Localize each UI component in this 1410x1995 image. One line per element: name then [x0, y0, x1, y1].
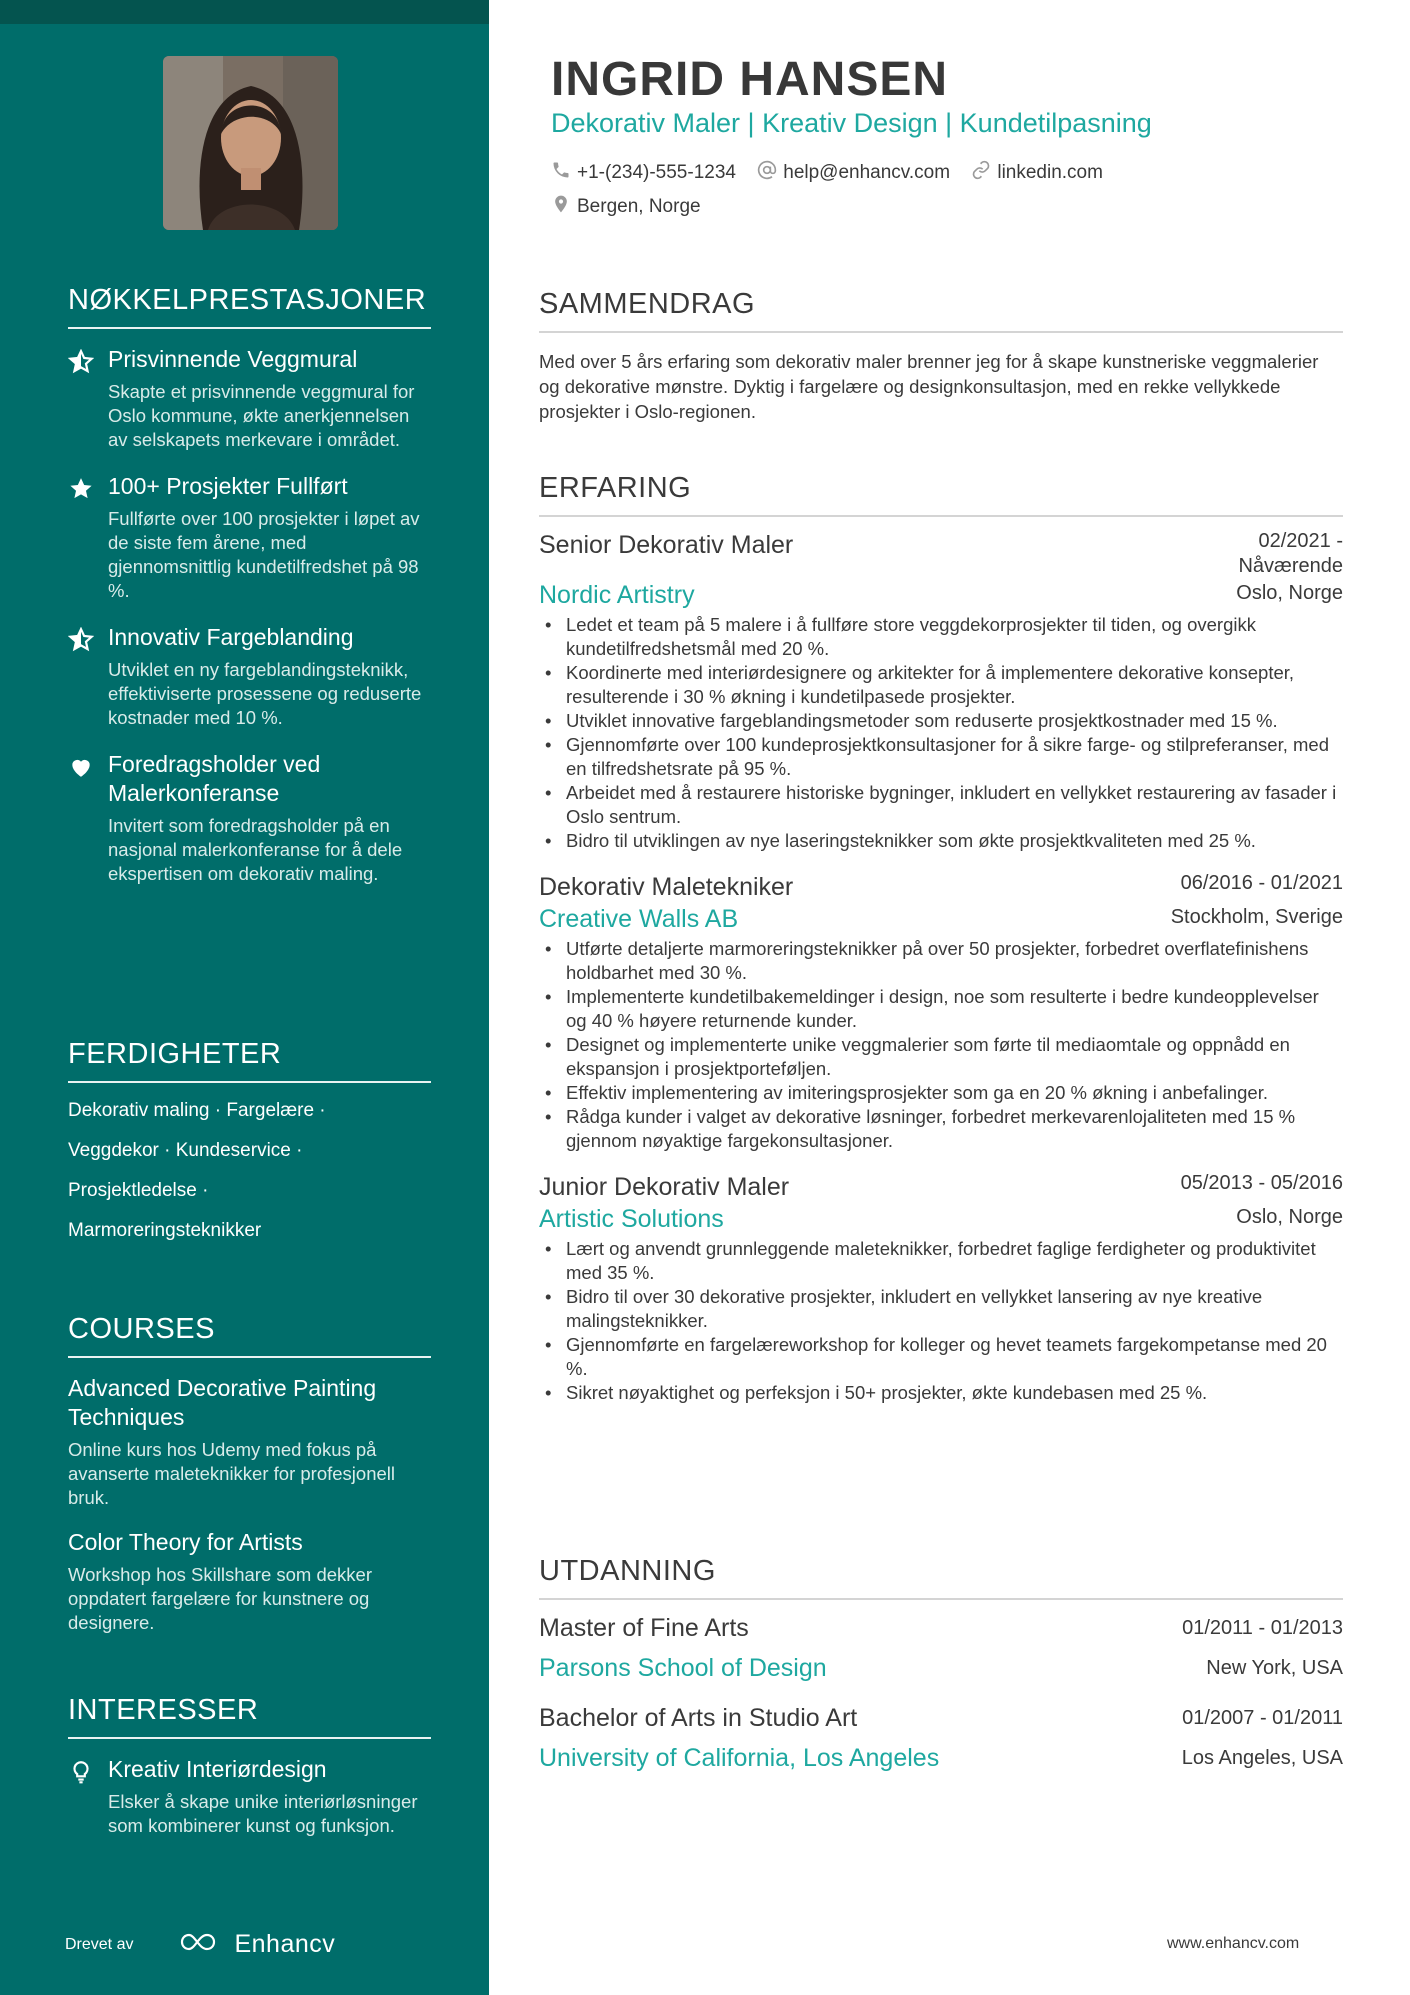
education-entry — [539, 1702, 1343, 1774]
link-icon — [971, 160, 997, 186]
experience-title: ERFARING — [539, 472, 1343, 517]
location-text: Bergen, Norge — [577, 196, 701, 217]
education-section — [539, 1555, 1343, 1774]
education-date: 01/2007 - 01/2011 — [1182, 1706, 1343, 1729]
sidebar-top-bar — [0, 0, 489, 24]
skills-title: FERDIGHETER — [68, 1038, 431, 1083]
job-location: Oslo, Norge — [1236, 582, 1343, 604]
achievement-text: Skapte et prisvinnende veggmural for Oslo kommune, økte anerkjennelsen av selskapets merkevare i området. — [108, 381, 415, 450]
education-location: New York, USA — [1206, 1656, 1343, 1679]
job-bullet: • Koordinerte med interiørdesignere og arkitekter for å implementere dekorative konsepter, resulterende i 30 % økning i kundetilpasede prosjekter. — [539, 661, 1343, 709]
phone-contact[interactable] — [551, 160, 736, 186]
candidate-headline: Dekorativ Maler | Kreativ Design | Kundetilpasning — [551, 108, 1152, 138]
course-title: Color Theory for Artists — [68, 1529, 303, 1555]
achievement-title: Innovativ Fargeblanding — [108, 624, 354, 650]
achievement-text: Fullførte over 100 prosjekter i løpet av de siste fem årene, med gjennomsnittlig kundetilfredshet på 98 %. — [108, 508, 420, 601]
achievement-title: Foredragsholder ved Malerkonferanse — [108, 751, 321, 806]
summary-title: SAMMENDRAG — [539, 288, 1343, 333]
achievement-text: Utviklet en ny fargeblandingsteknikk, effektiviserte prosessene og reduserte kostnader med 10 %. — [108, 659, 422, 728]
job-entry — [539, 871, 1343, 1153]
interest-item — [68, 1755, 431, 1838]
star-icon — [68, 476, 94, 502]
phone-number: +1-(234)-555-1234 — [577, 162, 736, 183]
powered-by-footer — [65, 1930, 335, 1959]
education-title: UTDANNING — [539, 1555, 1343, 1600]
job-location: Stockholm, Sverige — [1170, 906, 1343, 928]
job-bullet: • Rådga kunder i valget av dekorative løsninger, forbedret merkevarenlojaliteten med 15 % gjennom nøyaktige fargekonsultasjoner. — [539, 1105, 1343, 1153]
job-bullet: • Sikret nøyaktighet og perfeksjon i 50+ prosjekter, økte kundebasen med 25 %. — [539, 1381, 1343, 1405]
education-school: University of California, Los Angeles — [539, 1744, 940, 1772]
job-entry — [539, 529, 1343, 853]
interests-section — [68, 1694, 431, 1838]
courses-section — [68, 1313, 431, 1635]
job-bullet: • Gjennomførte over 100 kundeprosjektkonsultasjoner for å sikre farge- og stilpreferanser, med en tilfredshetsrate på 95 %. — [539, 733, 1343, 781]
job-bullet: • Utførte detaljerte marmoreringsteknikker på over 50 prosjekter, forbedret overflatefinishens holdbarhet med 30 %. — [539, 937, 1343, 985]
achievement-item — [68, 472, 431, 603]
job-bullet: • Implementerte kundetilbakemeldinger i design, noe som resulterte i bedre kundeopplevelser og 40 % høyere returnende kunder. — [539, 985, 1343, 1033]
education-degree: Bachelor of Arts in Studio Art — [539, 1704, 858, 1732]
skill-line: Marmoreringsteknikker — [68, 1220, 262, 1241]
skill-line: Prosjektledelse · — [68, 1180, 209, 1201]
achievement-title: Prisvinnende Veggmural — [108, 346, 358, 372]
skills-list — [68, 1099, 431, 1243]
experience-section — [539, 472, 1343, 1405]
sidebar — [0, 0, 489, 1995]
job-title: Senior Dekorativ Maler — [539, 531, 794, 559]
powered-by-label: Drevet av — [65, 1935, 134, 1953]
profile-photo — [163, 56, 338, 230]
interest-text: Elsker å skape unike interiørløsninger som kombinerer kunst og funksjon. — [108, 1791, 418, 1836]
interest-title: Kreativ Interiørdesign — [108, 1756, 327, 1782]
summary-text: Med over 5 års erfaring som dekorativ maler brenner jeg for å skape kunstneriske veggmalerier og dekorative mønstre. Dyktig i fargelære og designkonsultasjon, med en rekke vellykkede prosjekter i Oslo-regionen. — [539, 351, 1319, 422]
job-bullet: • Designet og implementerte unike veggmalerier som førte til mediaomtale og oppnådd en ekspansjon i prosjektporteføljen. — [539, 1033, 1343, 1081]
linkedin-url: linkedin.com — [997, 162, 1103, 183]
job-date: 02/2021 - Nåværende — [1238, 530, 1343, 577]
lightbulb-icon — [68, 1759, 94, 1785]
job-bullet: • Gjennomførte en fargelæreworkshop for kolleger og hevet teamets fargekompetanse med 20 %. — [539, 1333, 1343, 1381]
course-text: Workshop hos Skillshare som dekker oppdatert fargelære for kunstnere og designere. — [68, 1564, 373, 1633]
heart-icon — [68, 754, 94, 780]
email-address: help@enhancv.com — [783, 162, 951, 183]
job-bullets — [539, 937, 1343, 1153]
job-bullets — [539, 1237, 1343, 1405]
contact-info — [551, 160, 1119, 220]
job-company: Nordic Artistry — [539, 581, 695, 609]
achievement-item — [68, 345, 431, 452]
job-entry — [539, 1171, 1343, 1405]
achievements-title: NØKKELPRESTASJONER — [68, 284, 431, 329]
location-contact — [551, 194, 701, 220]
job-bullet: • Bidro til utviklingen av nye laseringsteknikker som økte prosjektkvaliteten med 25 %. — [539, 829, 1343, 853]
interests-title: INTERESSER — [68, 1694, 431, 1739]
candidate-name: INGRID HANSEN — [551, 53, 949, 106]
job-bullet: • Effektiv implementering av imiteringsprosjekter som ga en 20 % økning i anbefalinger. — [539, 1081, 1343, 1105]
linkedin-contact[interactable] — [971, 160, 1103, 186]
achievements-section — [68, 284, 431, 886]
job-bullet: • Arbeidet med å restaurere historiske bygninger, inkludert en vellykket restaurering av fasader i Oslo sentrum. — [539, 781, 1343, 829]
job-date: 05/2013 - 05/2016 — [1180, 1172, 1343, 1194]
enhancv-logo-icon — [178, 1931, 222, 1958]
course-item — [68, 1374, 431, 1510]
job-date: 06/2016 - 01/2021 — [1180, 872, 1343, 894]
job-bullet: • Lært og anvendt grunnleggende maleteknikker, forbedret faglige ferdigheter og produktivitet med 35 %. — [539, 1237, 1343, 1285]
skills-section — [68, 1038, 431, 1243]
job-bullet: • Utviklet innovative fargeblandingsmetoder som reduserte prosjektkostnader med 15 %. — [539, 709, 1343, 733]
skill-line: Dekorativ maling · Fargelære · — [68, 1100, 326, 1121]
education-date: 01/2011 - 01/2013 — [1182, 1616, 1343, 1639]
summary-section — [539, 288, 1343, 424]
star-half-icon — [68, 349, 94, 375]
at-sign-icon — [757, 160, 783, 186]
education-school: Parsons School of Design — [539, 1654, 827, 1682]
education-entry — [539, 1612, 1343, 1684]
courses-title: COURSES — [68, 1313, 431, 1358]
achievement-text: Invitert som foredragsholder på en nasjonal malerkonferanse for å dele ekspertisen om dekorativ maling. — [108, 815, 403, 884]
footer-url[interactable]: www.enhancv.com — [1167, 1935, 1300, 1952]
phone-icon — [551, 160, 577, 186]
achievement-item — [68, 750, 431, 886]
job-bullet: • Bidro til over 30 dekorative prosjekter, inkludert en vellykket lansering av nye kreative malingsteknikker. — [539, 1285, 1343, 1333]
job-bullet: • Ledet et team på 5 malere i å fullføre store veggdekorprosjekter til tiden, og overgikk kundetilfredshetsmål med 20 %. — [539, 613, 1343, 661]
job-company: Artistic Solutions — [539, 1205, 724, 1233]
location-pin-icon — [551, 194, 577, 220]
course-title: Advanced Decorative Painting Techniques — [68, 1375, 377, 1430]
job-company: Creative Walls AB — [539, 905, 739, 933]
star-half-icon — [68, 627, 94, 653]
enhancv-brand-name: Enhancv — [234, 1930, 336, 1958]
education-location: Los Angeles, USA — [1181, 1746, 1343, 1769]
course-text: Online kurs hos Udemy med fokus på avanserte maleteknikker for profesjonell bruk. — [68, 1439, 395, 1508]
achievement-title: 100+ Prosjekter Fullført — [108, 473, 348, 499]
email-contact[interactable] — [757, 160, 950, 186]
job-location: Oslo, Norge — [1236, 1206, 1343, 1228]
job-title: Junior Dekorativ Maler — [539, 1173, 790, 1201]
education-degree: Master of Fine Arts — [539, 1614, 749, 1642]
course-item — [68, 1528, 431, 1635]
skill-line: Veggdekor · Kundeservice · — [68, 1140, 303, 1161]
achievement-item — [68, 623, 431, 730]
job-bullets — [539, 613, 1343, 853]
job-title: Dekorativ Maletekniker — [539, 873, 794, 901]
